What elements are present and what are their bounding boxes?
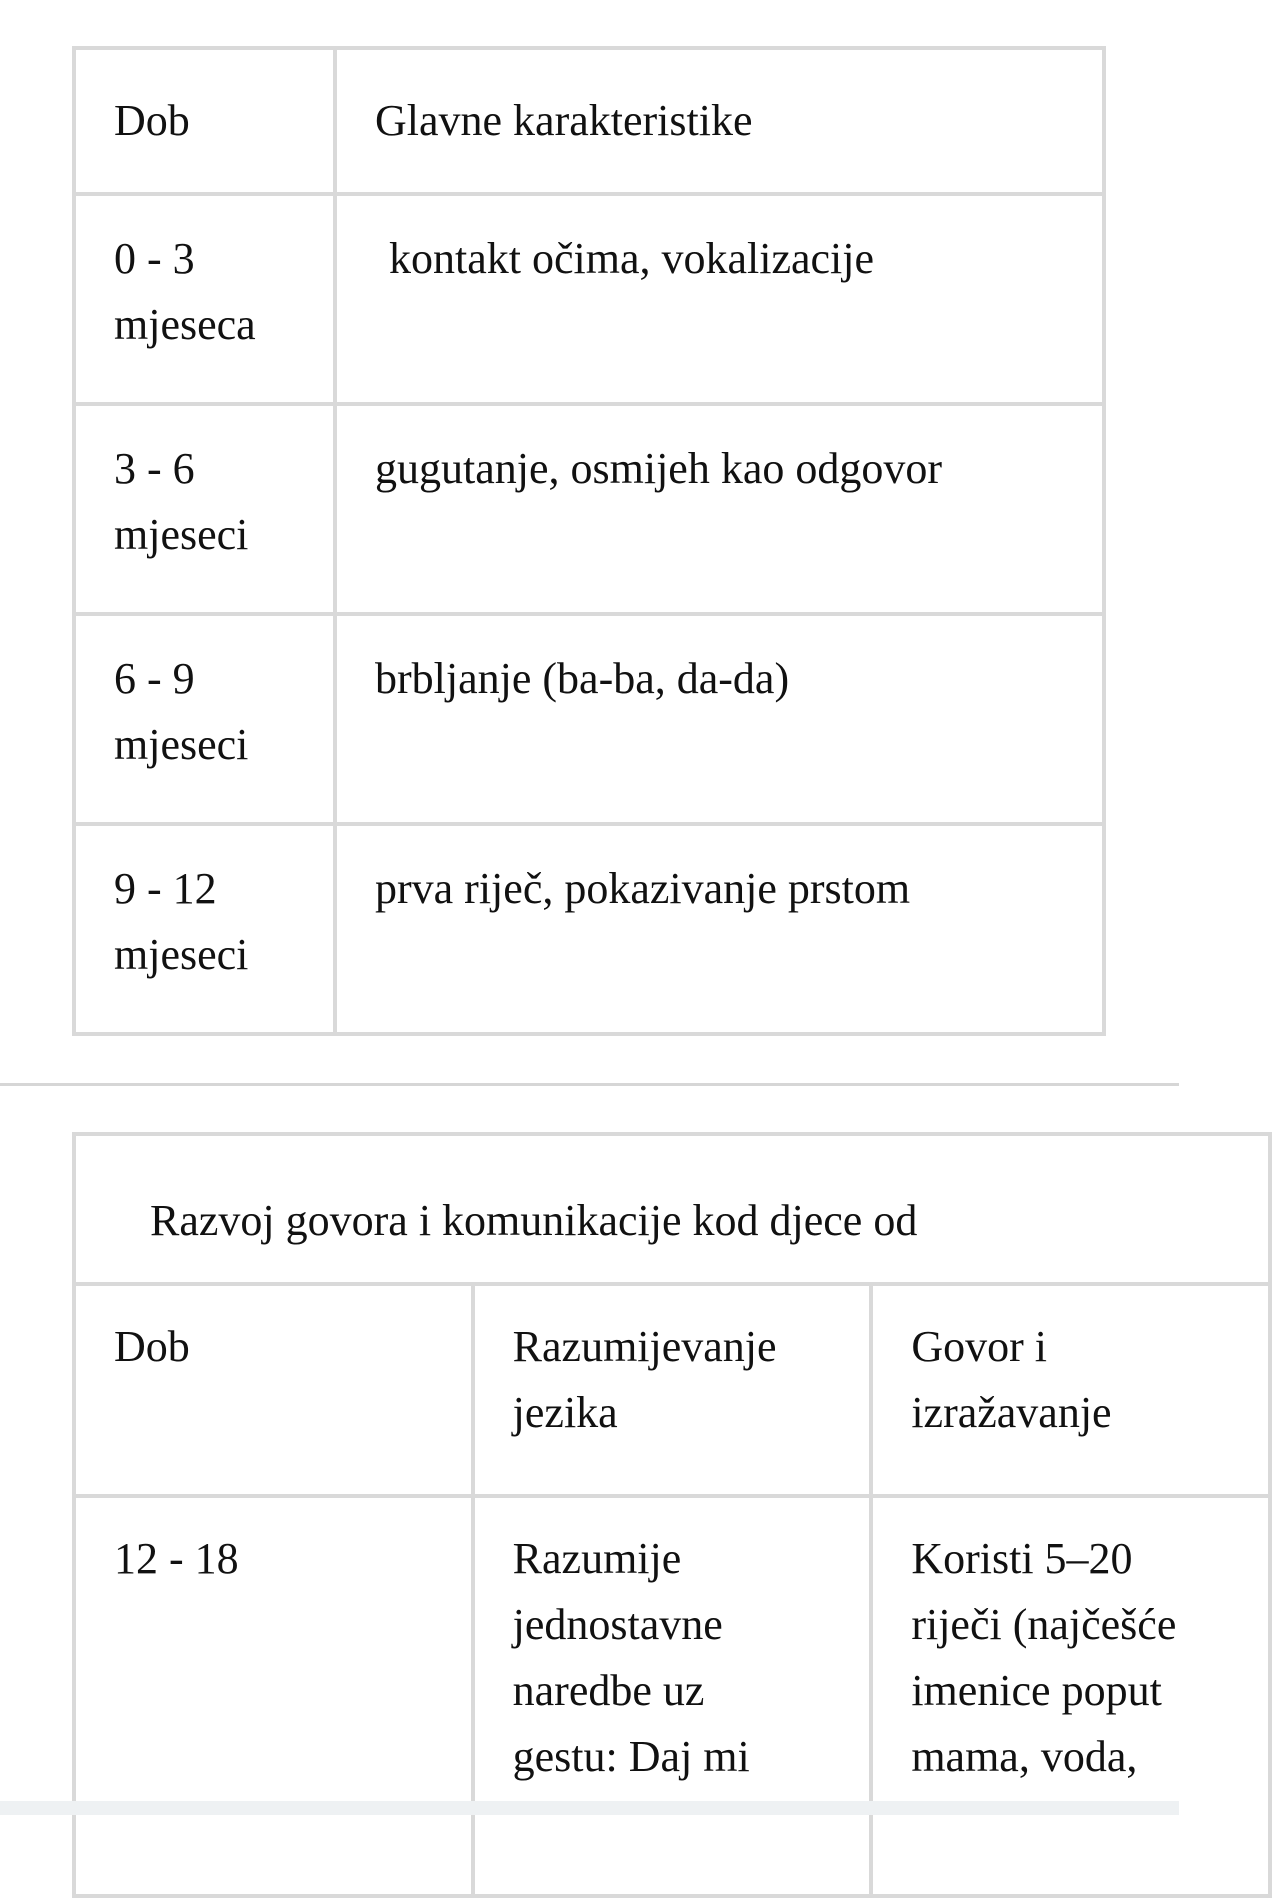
understanding-line: naredbe uz <box>512 1666 705 1715</box>
speech-development-table-scroller[interactable] <box>72 1132 1177 1815</box>
age-range: 9 - 12 <box>114 864 217 913</box>
header-speech <box>871 1284 1270 1496</box>
table-row <box>74 614 1104 824</box>
age-range: 6 - 9 <box>114 654 195 703</box>
age-unit: mjeseci <box>114 930 249 979</box>
table-row <box>74 404 1104 614</box>
age-characteristics-table <box>72 46 1106 1036</box>
table-header-row <box>74 48 1104 194</box>
characteristics-text: kontakt očima, vokalizacije <box>389 234 875 283</box>
table-caption: Razvoj govora i komunikacije kod djece od <box>74 1134 1270 1284</box>
speech-cell <box>871 1496 1270 1896</box>
bottom-bar <box>0 1801 1179 1815</box>
speech-development-table <box>72 1132 1272 1898</box>
characteristics-cell: brbljanje (ba-ba, da-da) <box>335 614 1104 824</box>
characteristics-cell: gugutanje, osmijeh kao odgovor <box>335 404 1104 614</box>
speech-line: riječi (najčešće <box>911 1600 1177 1649</box>
age-unit: mjeseca <box>114 300 256 349</box>
understanding-cell <box>473 1496 872 1896</box>
header-age: Dob <box>74 1284 473 1496</box>
header-understanding <box>473 1284 872 1496</box>
age-unit: mjeseci <box>114 720 249 769</box>
header-characteristics: Glavne karakteristike <box>335 48 1104 194</box>
understanding-line: jednostavne <box>512 1600 723 1649</box>
characteristics-cell <box>335 194 1104 404</box>
header-age: Dob <box>74 48 335 194</box>
table-caption-row <box>74 1134 1270 1284</box>
header-understanding-line: Razumijevanje <box>512 1322 777 1371</box>
age-cell: 12 - 18 <box>74 1496 473 1896</box>
age-cell <box>74 404 335 614</box>
table-row <box>74 824 1104 1034</box>
age-cell <box>74 194 335 404</box>
understanding-line: Razumije <box>512 1534 682 1583</box>
age-unit: mjeseci <box>114 510 249 559</box>
age-cell <box>74 824 335 1034</box>
section-divider <box>0 1083 1179 1086</box>
table-row <box>74 1496 1270 1896</box>
speech-line: Koristi 5–20 <box>911 1534 1133 1583</box>
table-row <box>74 194 1104 404</box>
header-speech-line: Govor i <box>911 1322 1047 1371</box>
table-header-row <box>74 1284 1270 1496</box>
understanding-line: gestu: Daj mi <box>512 1732 750 1781</box>
characteristics-cell: prva riječ, pokazivanje prstom <box>335 824 1104 1034</box>
age-range: 3 - 6 <box>114 444 195 493</box>
age-cell <box>74 614 335 824</box>
speech-line: mama, voda, <box>911 1732 1138 1781</box>
header-speech-line: izražavanje <box>911 1388 1112 1437</box>
header-understanding-line: jezika <box>512 1388 618 1437</box>
speech-line: imenice poput <box>911 1666 1162 1715</box>
age-range: 0 - 3 <box>114 234 195 283</box>
